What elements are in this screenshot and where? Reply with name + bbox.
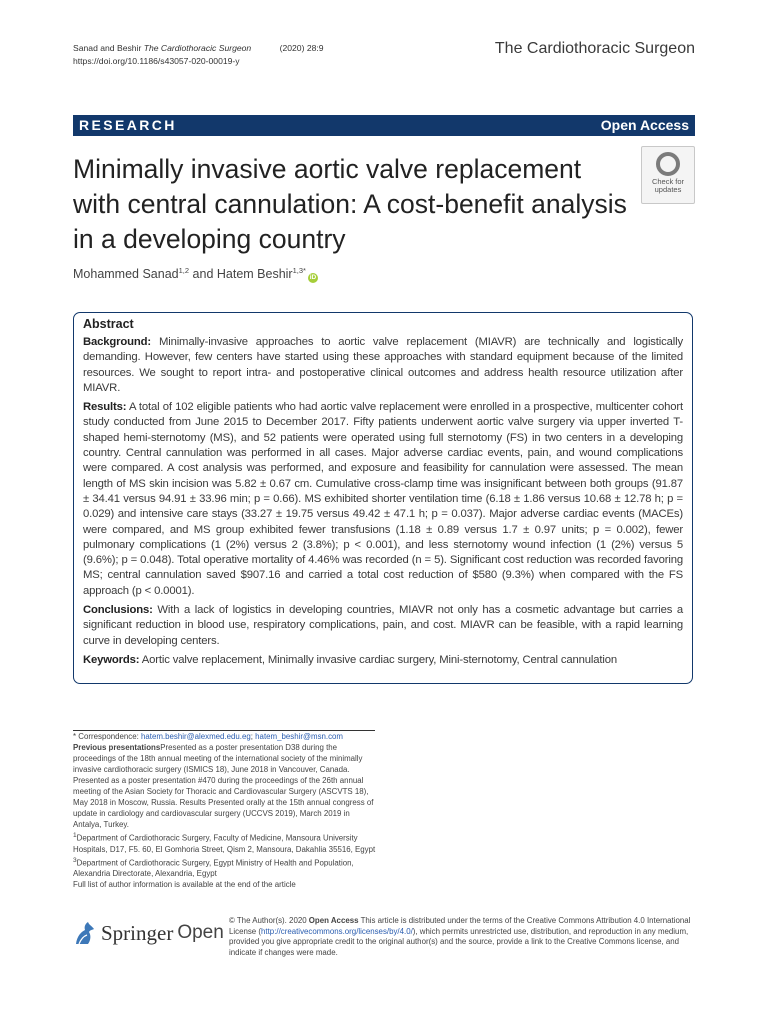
affiliation-marker: 3 [73,856,77,864]
author-affiliation: 1,2 [178,266,190,275]
previous-presentations-text: Presented as a poster presentation D38 during the proceedings of the 18th annual meeting of the international society of the minimally invasive cardiothoracic surgery (ISMICS 18), June 2018 in Vancouver, Canada. Presented as a poster presentation #470 during the proceedings of the 26th annual meeting of the Asian Society for Thoracic and Cardiovascular Surgery (ASCVTS 18), May 2018 in Moscow, Russia. Results Presented orally at the 15th annual congress of update in cardiology and cardiovascular surgery (UCCVS 2019), March 2019 in Antalya, Turkey. [73,743,374,829]
background-label: Background: [83,336,152,348]
abstract-background [83,335,683,396]
keywords-text: Aortic valve replacement, Minimally invasive cardiac surgery, Mini-sternotomy, Central cannulation [139,653,618,666]
abstract-keywords [83,653,683,668]
full-author-info-note: Full list of author information is available at the end of the article [73,880,296,890]
citation-volume: (2020) 28:9 [279,43,324,53]
footnotes [73,731,378,890]
check-updates-line2: updates [654,185,682,194]
author-affiliation: 1,3* [292,266,306,275]
correspondence [73,731,378,742]
abstract-results [83,400,683,599]
email-separator: ; [250,732,256,741]
open-access-bold: Open Access [308,916,359,925]
license-link[interactable]: http://creativecommons.org/licenses/by/4.0/ [261,926,413,936]
email-link[interactable]: hatem_beshir@msn.com [255,732,343,741]
conclusions-label: Conclusions: [83,604,153,617]
affiliation-text: Department of Cardiothoracic Surgery, Faculty of Medicine, Mansoura University Hospitals, D17, F5. 60, El Gomhoria Street, Qism 2, Mansoura, Dakahlia 35516, Egypt [73,833,376,854]
journal-name: The Cardiothoracic Surgeon [494,40,695,57]
citation-authors: Sanad and Beshir [73,43,142,53]
doi-link[interactable]: https://doi.org/10.1186/s43057-020-00019-y [73,56,240,66]
keywords-label: Keywords: [83,653,140,666]
abstract-box [73,312,693,684]
correspondence-label: * Correspondence: [73,732,141,741]
previous-presentations-label: Previous presentations [73,743,161,752]
affiliation-text: Department of Cardiothoracic Surgery, Egypt Ministry of Health and Population, Alexandria Directorate, Alexandria, Egypt [73,858,354,879]
article-title: Minimally invasive aortic valve replacement with central cannulation: A cost-benefit analysis in a developing country [73,154,627,254]
author-separator: and [189,267,217,282]
email-link[interactable]: hatem.beshir@alexmed.edu.eg [141,732,251,741]
results-label: Results: [83,401,127,414]
springer-wordmark: Springer [101,920,174,945]
open-wordmark: Open [177,922,224,943]
abstract-heading: Abstract [83,317,134,331]
results-text: A total of 102 eligible patients who had aortic valve replacement were enrolled in a prospective, multicenter cohort study conducted from June 2015 to December 2017. Fifty patients underwent aortic valve surgery via upper inverted T-shaped hemi-sternotomy (MS), and 52 patients were operated using full sternotomy (FS) in two centers in a developing country. Central cannulation was performed in all cases. Major adverse cardiac events, pain, and wound complications were compared. A cost analysis was performed, and exposure and feasibility for cannulation were assessed. The mean length of MS skin incision was 5.82 ± 0.67 cm. Cumulative cross-clamp time was insignificant between both groups (91.87 ± 34.41 versus 94.91 ± 33.96 min; p = 0.66). MS exhibited shorter ventilation time (6.18 ± 1.86 versus 10.68 ± 12.78 h; p = 0.029) and intensive care stays (33.27 ± 19.75 versus 49.42 ± 47.1 h; p = 0.037). Major adverse cardiac events (MACEs) were compared, and MS group exhibited fewer transfusions (1.18 ± 0.89 versus 1.7 ± 0.97 units; p = 0.002), fewer pulmonary complications (1 (2%) versus 2 (3.8%); p < 0.001), and less sternotomy wound infection (1 (2%) versus 5 (9.6%); p = 0.048). Total operative mortality of 4.46% was recorded (n = 5). Significant cost reduction was recorded favoring MS; central cannulation saved $907.16 and carried a total cost reduction of $580 (9.3%) when compared with the FS approach (p < 0.0001). [83,401,683,597]
citation-journal: The Cardiothoracic Surgeon [143,43,252,53]
affiliation-marker: 1 [73,832,77,839]
check-for-updates-button[interactable] [641,146,695,204]
affiliation [73,855,378,880]
author-name[interactable]: Mohammed Sanad [73,267,179,282]
previous-presentations [73,742,378,830]
section-label: RESEARCH [79,117,177,133]
copyright-text: © The Author(s). 2020 [229,916,309,925]
abstract-conclusions [83,603,683,649]
license-text-part: This article is distributed under the terms of the Creative Commons Attribution 4.0 International License ( [229,916,691,936]
open-access-label: Open Access [600,117,689,133]
conclusions-text: With a lack of logistics in developing countries, MIAVR not only has a cosmetic advantage but carries a significant reduction in blood use, respiratory complications, pain, and cost. MIAVR can be feasible, with a rapid learning curve in developing centers. [83,604,683,647]
author-line [73,266,318,283]
author-name[interactable]: Hatem Beshir [216,267,293,282]
citation-block [73,42,324,68]
license-text [229,916,695,958]
check-updates-icon [656,152,680,176]
orcid-icon[interactable]: iD [309,274,317,282]
springer-open-logo [73,920,224,946]
section-banner [73,115,695,136]
license-text-part: ), which permits unrestricted use, distribution, and reproduction in any medium, provided you give appropriate credit to the original author(s) and the source, provide a link to the Creative Commons license, and indicate if changes were made. [229,926,689,957]
springer-horse-icon [73,920,97,946]
background-text: Minimally-invasive approaches to aortic valve replacement (MIAVR) are technically and logistically demanding. However, few centers have started using these approaches with standard equipment because of the limited resources. We sought to report intra- and postoperative clinical outcomes and address health resource utilization after MIAVR. [83,336,683,394]
affiliation [73,830,378,855]
check-updates-line1: Check for [651,177,685,186]
